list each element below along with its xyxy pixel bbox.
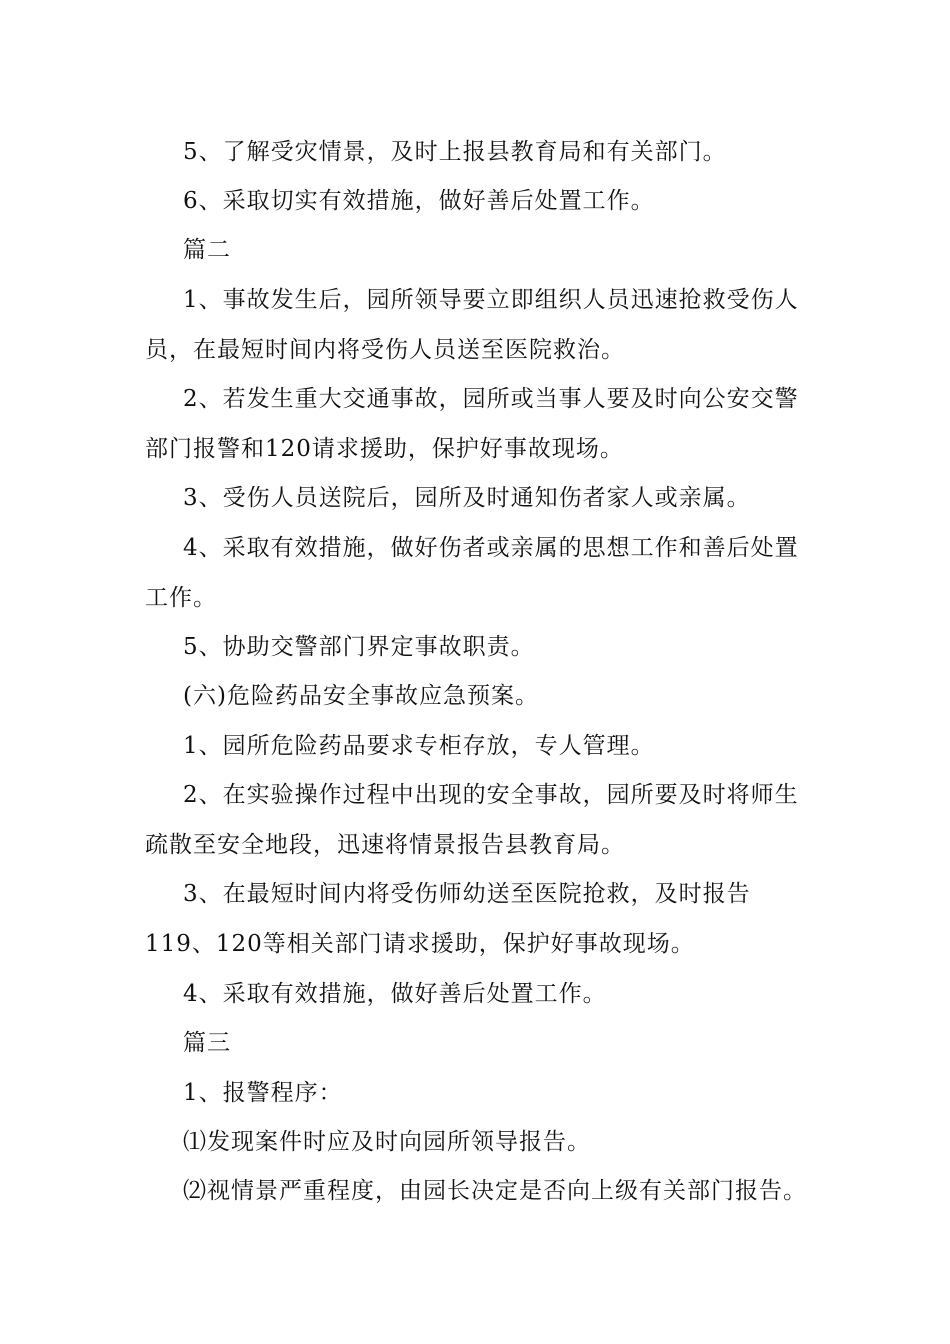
section-heading-part-three: 篇三: [183, 1030, 231, 1056]
paragraph-counseling-aftermath: 4、采取有效措施，做好伤者或亲属的思想工作和善后处置工作。: [145, 535, 799, 611]
paragraph-report-leaders: ⑴发现案件时应及时向园所领导报告。: [183, 1129, 591, 1155]
paragraph-lab-accident: 2、在实验操作过程中出现的安全事故，园所要及时将师生疏散至安全地段，迅速将情景报告县教育局。: [145, 782, 799, 858]
paragraph-drug-storage: 1、园所危险药品要求专柜存放，专人管理。: [183, 733, 655, 759]
section-heading-hazardous-drugs: (六)危险药品安全事故应急预案。: [183, 683, 539, 709]
section-heading-part-two: 篇二: [183, 237, 231, 263]
paragraph-item-6-aftermath: 6、采取切实有效措施，做好善后处置工作。: [183, 188, 655, 214]
paragraph-item-5-report-disaster: 5、了解受灾情景，及时上报县教育局和有关部门。: [183, 139, 727, 165]
paragraph-alarm-procedure: 1、报警程序：: [183, 1080, 343, 1106]
paragraph-hospital-report: 3、在最短时间内将受伤师幼送至医院抢救，及时报告119、120等相关部门请求援助，保护好事故现场。: [145, 881, 751, 957]
paragraph-traffic-accident: 2、若发生重大交通事故，园所或当事人要及时向公安交警部门报警和120请求援助，保护好事故现场。: [145, 386, 799, 462]
paragraph-assist-police: 5、协助交警部门界定事故职责。: [183, 634, 535, 660]
paragraph-severity-report: ⑵视情景严重程度，由园长决定是否向上级有关部门报告。: [183, 1178, 807, 1204]
paragraph-accident-rescue: 1、事故发生后，园所领导要立即组织人员迅速抢救受伤人员，在最短时间内将受伤人员送至医院救治。: [145, 287, 799, 363]
paragraph-effective-measures: 4、采取有效措施，做好善后处置工作。: [183, 981, 607, 1007]
paragraph-notify-family: 3、受伤人员送院后，园所及时通知伤者家人或亲属。: [183, 485, 751, 511]
